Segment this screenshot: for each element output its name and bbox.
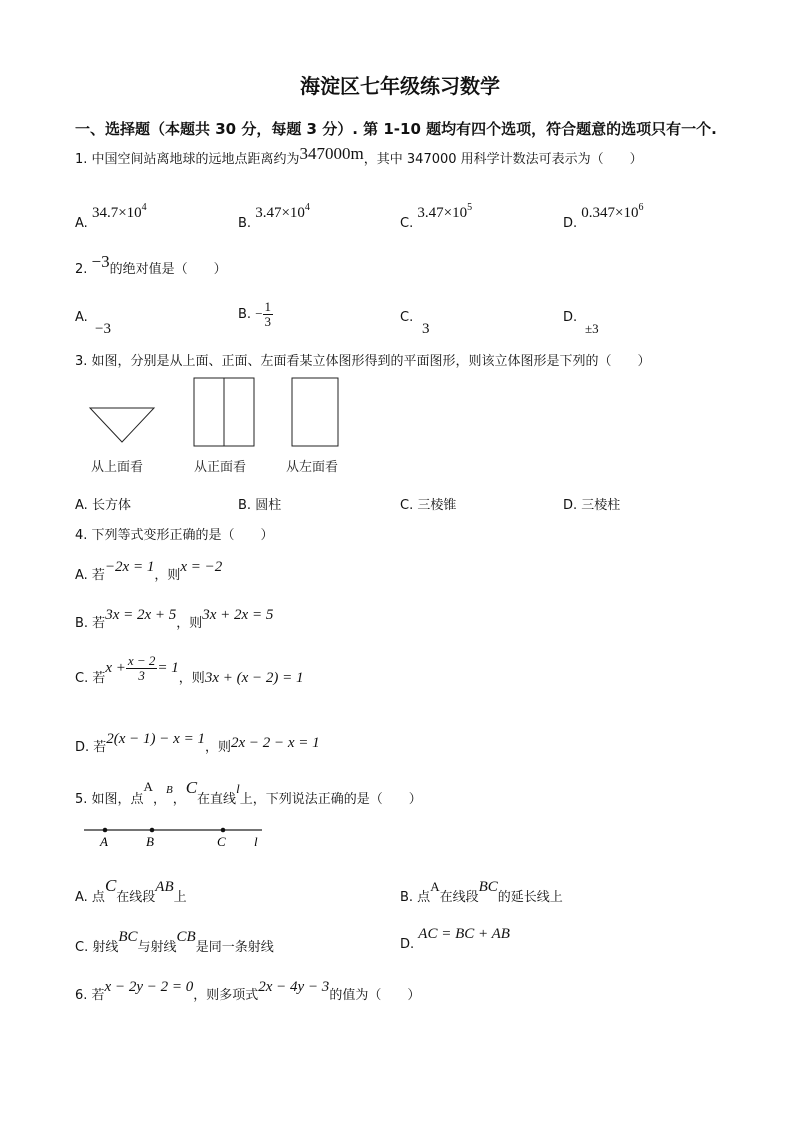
- q1-pre: 1. 中国空间站离地球的远地点距离约为: [75, 152, 300, 167]
- q2-expr: −3: [91, 252, 110, 271]
- q2-post: 的绝对值是（ ）: [109, 262, 227, 277]
- point-c: [221, 828, 226, 833]
- q4-option-d: D. 若2(x − 1) − x = 1，则2x − 2 − x = 1: [75, 731, 320, 755]
- q3-option-c: C. 三棱锥: [400, 498, 457, 513]
- section-heading: 一、选择题（本题共 30 分，每题 3 分）. 第 1-10 题均有四个选项，符合题意的选项只有一个.: [75, 120, 717, 138]
- q2-option-b-sign: −: [255, 306, 263, 321]
- option-letter: A.: [75, 310, 88, 325]
- q3-three-views-figure: [86, 376, 356, 456]
- label-a: A: [100, 834, 108, 849]
- caption-front-view: 从正面看: [194, 460, 247, 475]
- option-letter: D.: [563, 216, 578, 231]
- q1-option-c-expr: $3.47\times 10^5$: [417, 202, 473, 221]
- q1-option-c: [400, 202, 473, 231]
- q2-option-c-value: 3: [422, 321, 430, 337]
- point-a: [103, 828, 108, 833]
- question-6-stem: 6. 若x − 2y − 2 = 0，则多项式2x − 4y − 3的值为（ ）: [75, 979, 421, 1003]
- option-letter: B.: [238, 216, 252, 231]
- option-letter: B.: [238, 307, 252, 322]
- q1-option-a-expr: $34.7\times 10^4$: [91, 202, 147, 221]
- caption-left-view: 从左面看: [286, 460, 339, 475]
- q5-line-figure: [80, 822, 270, 852]
- q5-option-d: D. AC = BC + AB: [400, 926, 510, 952]
- q2-option-d-value: ±3: [585, 321, 599, 336]
- q2-option-c: [400, 310, 430, 342]
- label-b: B: [146, 834, 154, 849]
- page-title: 海淀区七年级练习数学: [300, 74, 500, 98]
- q1-option-b-expr: $3.47\times 10^4$: [255, 202, 310, 221]
- top-view-triangle: [90, 408, 154, 442]
- q1-value: 347000m: [299, 144, 364, 163]
- q1-option-d: [563, 202, 644, 231]
- q2-option-b: [238, 300, 273, 329]
- label-c: C: [217, 834, 226, 849]
- q3-option-b: B. 圆柱: [238, 498, 282, 513]
- question-3-stem: 3. 如图，分别是从上面、正面、左面看某立体图形得到的平面图形，则该立体图形是下列的（ ）: [75, 354, 651, 369]
- q2-number: 2.: [75, 262, 88, 277]
- q1-option-d-expr: $0.347\times 10^6$: [581, 202, 644, 221]
- q5-option-c: C. 射线BC与射线CB是同一条射线: [75, 929, 274, 955]
- q3-option-a: A. 长方体: [75, 498, 131, 513]
- option-letter: D.: [563, 310, 578, 325]
- option-letter: C.: [400, 216, 414, 231]
- q1-post: ，其中 347000 用科学计数法可表示为（ ）: [363, 152, 643, 167]
- option-letter: C.: [400, 310, 414, 325]
- question-5-stem: 5. 如图，点A，$^B$，C在直线l上，下列说法正确的是（ ）: [75, 778, 422, 807]
- q3-option-d: D. 三棱柱: [563, 498, 621, 513]
- label-l: l: [254, 834, 258, 849]
- question-1-stem: [75, 144, 643, 168]
- q5-option-b: B. 点A在线段BC的延长线上: [400, 879, 563, 905]
- q1-option-b: [238, 202, 310, 231]
- q5-option-a: A. 点C在线段AB上: [75, 876, 187, 905]
- left-view-rectangle: [292, 378, 338, 446]
- question-2-stem: [75, 252, 227, 278]
- q4-option-c: C. 若x + $\frac{x - 2}{3}$ = 1，则3x + (x − 2) = 1: [75, 653, 304, 686]
- q2-option-d: [563, 310, 599, 341]
- q4-option-a: A. 若−2x = 1，则x = −2: [75, 559, 223, 583]
- q4-c-fraction: $\frac{x - 2}{3}$: [127, 653, 156, 683]
- q4-option-b: B. 若3x = 2x + 5，则3x + 2x = 5: [75, 607, 274, 631]
- option-letter: A.: [75, 216, 88, 231]
- point-b: [150, 828, 155, 833]
- q2-option-b-fraction: $\frac{1}{3}$: [264, 299, 272, 329]
- q1-option-a: [75, 202, 147, 231]
- caption-top-view: 从上面看: [91, 460, 144, 475]
- question-4-stem: 4. 下列等式变形正确的是（ ）: [75, 528, 274, 543]
- q2-option-a: [75, 310, 111, 342]
- q2-option-a-value: −3: [95, 321, 111, 337]
